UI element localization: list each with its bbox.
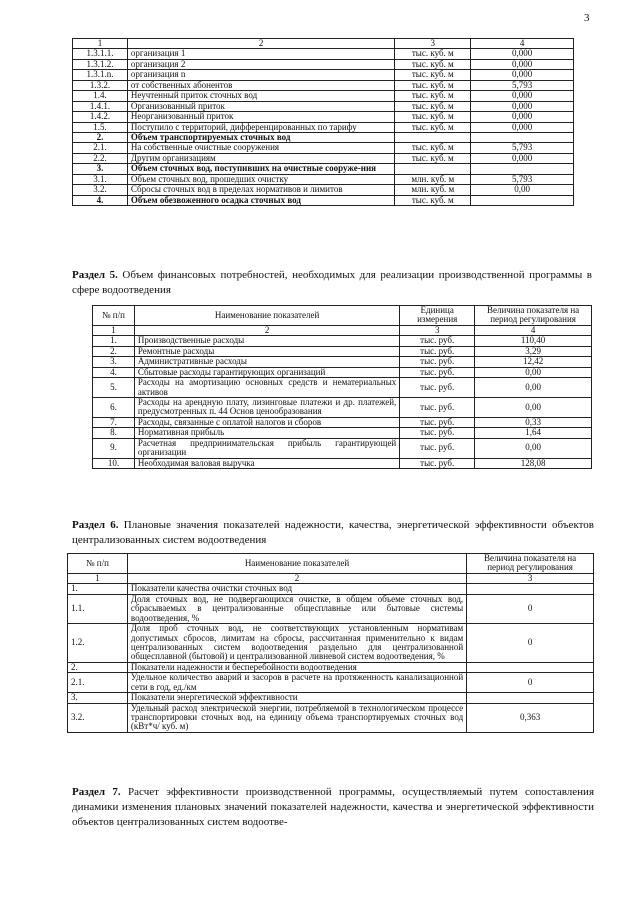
row-number-cell: 1.4.2. (73, 112, 128, 122)
column-header-cell: Единица измерения (400, 306, 475, 326)
row-number-cell: 1.3.2. (73, 80, 128, 90)
table-row (93, 458, 592, 468)
indicator-name-cell: Удельный расход электрической энергии, потребляемой в технологическом процессе транспортировки сточных вод, на единицу объема транспортируемых сточных вод (кВт*ч/ куб. м) (127, 703, 466, 732)
row-number-cell: 1.4.1. (73, 101, 128, 111)
unit-cell: тыс. куб. м (395, 80, 471, 90)
indicator-name-cell: Расходы на амортизацию основных средств и нематериальных активов (134, 378, 399, 398)
indicator-name-cell: организация 1 (127, 49, 394, 59)
column-number-cell: 4 (471, 39, 574, 49)
table-row (73, 91, 574, 101)
value-cell: 0,00 (475, 397, 592, 417)
table-header-numbers-row (68, 573, 594, 583)
table-row (68, 703, 594, 732)
indicator-name-cell: Неорганизованный приток (127, 112, 394, 122)
value-cell: 0,000 (471, 59, 574, 69)
value-cell: 0,000 (471, 112, 574, 122)
indicator-name-cell: Доля сточных вод, не подвергающихся очистке, в общем объеме сточных вод, сбрасываемых в централизованные общесплавные или бытовые системы водоотведения, % (127, 594, 466, 623)
column-header-cell: Наименование показателей (127, 554, 466, 574)
unit-cell: тыс. куб. м (395, 112, 471, 122)
row-number-cell: 2.2. (73, 153, 128, 163)
indicator-name-cell: Расходы, связанные с оплатой налогов и сборов (134, 417, 399, 427)
unit-cell: тыс. куб. м (395, 49, 471, 59)
column-number-cell: 2 (134, 325, 399, 335)
row-number-cell: 2.1. (68, 673, 128, 693)
row-number-cell: 3.2. (73, 185, 128, 195)
column-number-cell: 1 (93, 325, 135, 335)
unit-cell: тыс. куб. м (395, 59, 471, 69)
table-row (73, 59, 574, 69)
table-row (93, 367, 592, 377)
row-number-cell: 7. (93, 417, 135, 427)
table-row (73, 195, 574, 205)
value-cell (467, 693, 594, 703)
unit-cell: тыс. куб. м (395, 70, 471, 80)
value-cell: 0,00 (475, 438, 592, 458)
row-number-cell: 2. (93, 346, 135, 356)
indicator-name-cell: Объем сточных вод, поступивших на очистные сооруже-ния (127, 164, 394, 174)
indicator-name-cell: Нормативная прибыль (134, 428, 399, 438)
column-number-cell: 1 (68, 573, 128, 583)
row-number-cell: 5. (93, 378, 135, 398)
row-number-cell: 1.5. (73, 122, 128, 132)
table-row (73, 174, 574, 184)
indicator-name-cell: Производственные расходы (134, 336, 399, 346)
row-number-cell: 1.3.1.2. (73, 59, 128, 69)
value-cell: 5,793 (471, 174, 574, 184)
unit-cell: тыс. куб. м (395, 91, 471, 101)
unit-cell: тыс. руб. (400, 417, 475, 427)
table-row (73, 70, 574, 80)
unit-cell: тыс. руб. (400, 336, 475, 346)
value-cell: 0,00 (475, 378, 592, 398)
table-row (93, 378, 592, 398)
value-cell: 0,000 (471, 101, 574, 111)
wastewater-balance-table (72, 38, 574, 206)
value-cell (467, 662, 594, 672)
value-cell (467, 584, 594, 594)
value-cell: 0,000 (471, 70, 574, 80)
unit-cell: тыс. руб. (400, 346, 475, 356)
unit-cell (395, 132, 471, 142)
unit-cell: тыс. куб. м (395, 153, 471, 163)
row-number-cell: 1.3.1.n. (73, 70, 128, 80)
table-header-numbers-row (93, 325, 592, 335)
value-cell: 0 (467, 624, 594, 663)
table-row (73, 185, 574, 195)
table-row (93, 336, 592, 346)
section-6-heading (72, 518, 594, 548)
row-number-cell: 2. (73, 132, 128, 142)
table-header-row (68, 554, 594, 574)
table-row (93, 397, 592, 417)
row-number-cell: 2. (68, 662, 128, 672)
table-row (73, 153, 574, 163)
indicator-name-cell: Неучтенный приток сточных вод (127, 91, 394, 101)
unit-cell: тыс. руб. (400, 378, 475, 398)
indicator-name-cell: организация 2 (127, 59, 394, 69)
section-7-label: Раздел 7. (72, 786, 121, 798)
table-header-row (93, 306, 592, 326)
row-number-cell: 1. (93, 336, 135, 346)
row-number-cell: 2.1. (73, 143, 128, 153)
table-row (73, 132, 574, 142)
table-row (73, 143, 574, 153)
value-cell: 0,00 (471, 185, 574, 195)
unit-cell (395, 164, 471, 174)
value-cell: 5,793 (471, 143, 574, 153)
row-number-cell: 1.4. (73, 91, 128, 101)
section-6-text: Плановые значения показателей надежности, качества, энергетической эффективности объектов централизованных систем водоотведения (72, 519, 594, 546)
indicator-name-cell: от собственных абонентов (127, 80, 394, 90)
indicator-name-cell: На собственные очистные сооружения (127, 143, 394, 153)
column-number-cell: 3 (467, 573, 594, 583)
unit-cell: тыс. руб. (400, 438, 475, 458)
unit-cell: тыс. руб. (400, 458, 475, 468)
column-number-cell: 2 (127, 573, 466, 583)
table-row (68, 673, 594, 693)
value-cell: 0,33 (475, 417, 592, 427)
table-row (93, 417, 592, 427)
table-row (73, 101, 574, 111)
table-row (93, 346, 592, 356)
row-number-cell: 4. (73, 195, 128, 205)
unit-cell: тыс. руб. (400, 428, 475, 438)
unit-cell: тыс. куб. м (395, 195, 471, 205)
indicator-name-cell: Объем транспортируемых сточных вод (127, 132, 394, 142)
indicator-name-cell: Поступило с территорий, дифференцированных по тарифу (127, 122, 394, 132)
value-cell: 0,000 (471, 91, 574, 101)
indicator-name-cell: Показатели энергетической эффективности (127, 693, 466, 703)
column-header-cell: Величина показателя на период регулирования (475, 306, 592, 326)
section-5-text: Объем финансовых потребностей, необходимых для реализации производственной программы в сфере водоотведения (72, 269, 592, 296)
indicator-name-cell: Сбросы сточных вод в пределах нормативов и лимитов (127, 185, 394, 195)
table-row (73, 49, 574, 59)
table-row (93, 428, 592, 438)
section-7-text: Расчет эффективности производственной программы, осуществляемый путем сопоставления динамики изменения плановых значений показателей надежности, качества и энергетической эффективности объектов централизованных систем водоотве- (72, 786, 595, 828)
value-cell: 128,08 (475, 458, 592, 468)
column-number-cell: 3 (395, 39, 471, 49)
value-cell: 0 (467, 594, 594, 623)
column-header-cell: № п/п (93, 306, 135, 326)
table-row (73, 122, 574, 132)
table-header-row (73, 39, 574, 49)
row-number-cell: 1.3.1.1. (73, 49, 128, 59)
unit-cell: тыс. куб. м (395, 101, 471, 111)
indicator-name-cell: организация n (127, 70, 394, 80)
section-6-label: Раздел 6. (72, 519, 119, 531)
column-header-cell: Величина показателя на период регулирования (467, 554, 594, 574)
indicator-name-cell: Ремонтные расходы (134, 346, 399, 356)
indicator-name-cell: Показатели надежности и бесперебойности водоотведения (127, 662, 466, 672)
unit-cell: тыс. куб. м (395, 143, 471, 153)
row-number-cell: 4. (93, 367, 135, 377)
value-cell: 0 (467, 673, 594, 693)
value-cell: 1,64 (475, 428, 592, 438)
table-row (68, 693, 594, 703)
indicator-name-cell: Административные расходы (134, 357, 399, 367)
unit-cell: тыс. руб. (400, 357, 475, 367)
value-cell (471, 132, 574, 142)
indicator-name-cell: Необходимая валовая выручка (134, 458, 399, 468)
column-number-cell: 3 (400, 325, 475, 335)
indicator-name-cell: Показатели качества очистки сточных вод (127, 584, 466, 594)
section-5-label: Раздел 5. (72, 269, 118, 281)
value-cell: 0,00 (475, 367, 592, 377)
value-cell: 0,000 (471, 153, 574, 163)
unit-cell: млн. куб. м (395, 174, 471, 184)
unit-cell: млн. куб. м (395, 185, 471, 195)
section-7-heading (72, 785, 594, 830)
indicator-name-cell: Организованный приток (127, 101, 394, 111)
unit-cell: тыс. куб. м (395, 122, 471, 132)
value-cell: 0,000 (471, 122, 574, 132)
table-row (73, 164, 574, 174)
row-number-cell: 6. (93, 397, 135, 417)
value-cell (471, 164, 574, 174)
table-row (93, 438, 592, 458)
table-row (73, 80, 574, 90)
column-number-cell: 4 (475, 325, 592, 335)
row-number-cell: 8. (93, 428, 135, 438)
row-number-cell: 3. (73, 164, 128, 174)
indicator-name-cell: Объем сточных вод, прошедших очистку (127, 174, 394, 184)
table-row (68, 662, 594, 672)
table-row (68, 624, 594, 663)
reliability-indicators-table (67, 553, 594, 733)
row-number-cell: 1. (68, 584, 128, 594)
indicator-name-cell: Доля проб сточных вод, не соответствующих установленным нормативам допустимых сбросов, лимитам на сбросы, рассчитанная применительно к видам централизованных систем водоотведения раздельно для централизованной общесплавной (бытовой) и централизованной ливневой систем водоотведения, % (127, 624, 466, 663)
indicator-name-cell: Расчетная предпринимательская прибыль гарантирующей организации (134, 438, 399, 458)
column-header-cell: № п/п (68, 554, 128, 574)
indicator-name-cell: Другим организациям (127, 153, 394, 163)
row-number-cell: 3.2. (68, 703, 128, 732)
column-header-cell: Наименование показателей (134, 306, 399, 326)
row-number-cell: 1.2. (68, 624, 128, 663)
row-number-cell: 1.1. (68, 594, 128, 623)
value-cell: 3,29 (475, 346, 592, 356)
indicator-name-cell: Объем обезвоженного осадка сточных вод (127, 195, 394, 205)
value-cell: 0,363 (467, 703, 594, 732)
value-cell: 110,40 (475, 336, 592, 346)
indicator-name-cell: Расходы на арендную плату, лизинговые платежи и др. платежей, предусмотренных п. 44 Основ ценообразования (134, 397, 399, 417)
section-5-heading (72, 268, 592, 298)
table-row (68, 584, 594, 594)
table-row (68, 594, 594, 623)
value-cell: 5,793 (471, 80, 574, 90)
row-number-cell: 9. (93, 438, 135, 458)
table-row (73, 112, 574, 122)
value-cell: 12,42 (475, 357, 592, 367)
financial-needs-table (92, 305, 592, 469)
indicator-name-cell: Удельное количество аварий и засоров в расчете на протяженность канализационной сети в год, ед./км (127, 673, 466, 693)
row-number-cell: 3. (93, 357, 135, 367)
column-number-cell: 2 (127, 39, 394, 49)
unit-cell: тыс. руб. (400, 367, 475, 377)
unit-cell: тыс. руб. (400, 397, 475, 417)
page-number: 3 (584, 12, 590, 24)
table-row (93, 357, 592, 367)
indicator-name-cell: Сбытовые расходы гарантирующих организаций (134, 367, 399, 377)
row-number-cell: 3. (68, 693, 128, 703)
column-number-cell: 1 (73, 39, 128, 49)
row-number-cell: 10. (93, 458, 135, 468)
value-cell (471, 195, 574, 205)
value-cell: 0,000 (471, 49, 574, 59)
row-number-cell: 3.1. (73, 174, 128, 184)
